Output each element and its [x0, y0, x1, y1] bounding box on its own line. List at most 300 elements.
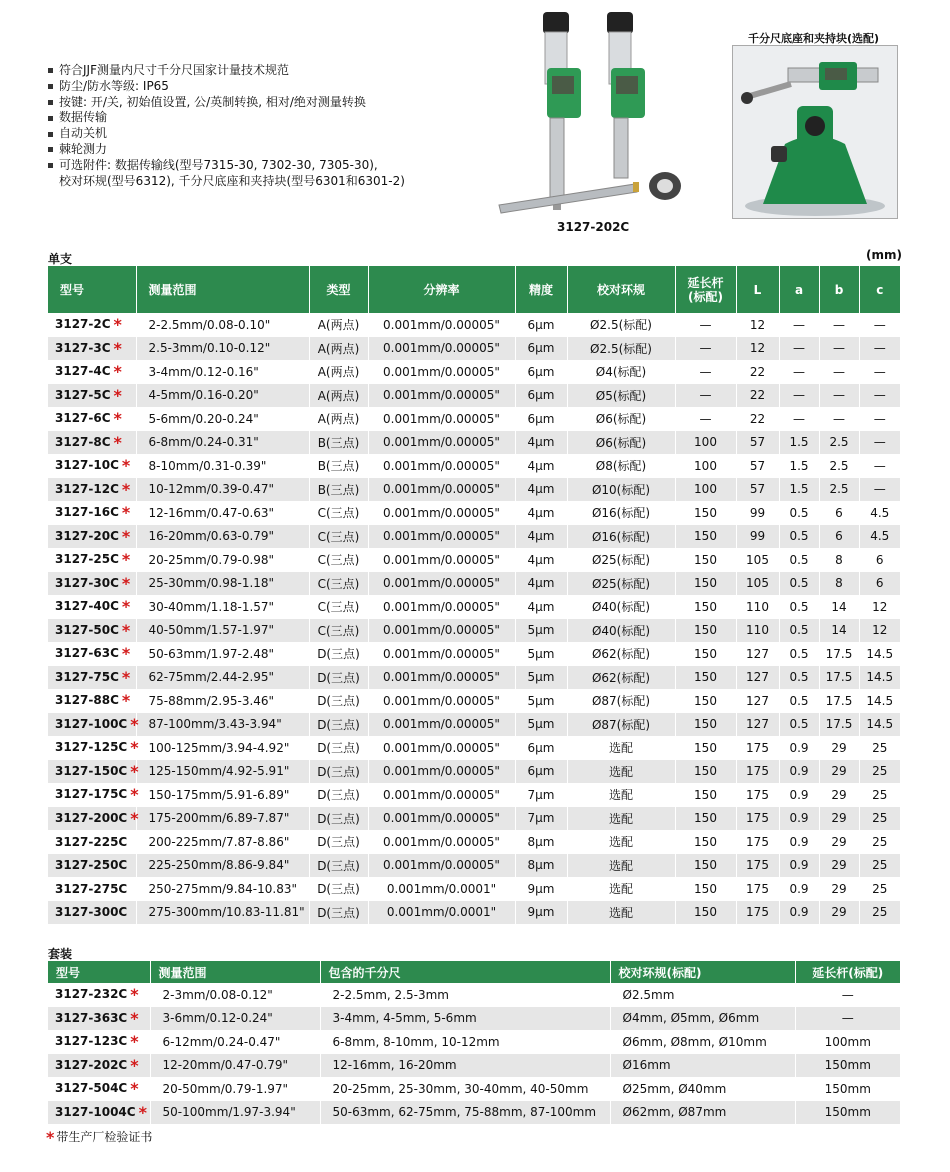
- dim-c-cell: 4.5: [870, 505, 890, 520]
- length-cell: 127: [736, 689, 779, 713]
- star-icon: *: [138, 1102, 147, 1122]
- accuracy-cell: 4μm: [515, 454, 567, 478]
- table-row: [48, 572, 900, 596]
- accuracy-cell: 9μm: [515, 877, 567, 901]
- accuracy-cell: 7μm: [515, 783, 567, 807]
- dim-a-cell: 0.9: [779, 877, 819, 901]
- col-header: 校对环规(标配): [610, 961, 795, 983]
- dim-b-cell: 14: [819, 595, 859, 619]
- type-cell: D(三点): [309, 877, 368, 901]
- dim-c-cell: 25: [872, 740, 888, 755]
- extension-rod-cell: 150mm: [824, 1081, 871, 1096]
- range-cell: 6-12mm/0.24-0.47": [150, 1030, 320, 1054]
- length-cell: 175: [736, 807, 779, 831]
- range-cell: 250-275mm/9.84-10.83": [136, 877, 309, 901]
- resolution-cell: 0.001mm/0.00005": [368, 736, 515, 760]
- extension-rod-cell: 150mm: [795, 1101, 900, 1125]
- dim-b-cell: 14: [819, 619, 859, 643]
- dim-b-cell: 29: [819, 854, 859, 878]
- model-number: 3127-3C: [55, 340, 111, 355]
- range-cell: 225-250mm/8.86-9.84": [136, 854, 309, 878]
- setting-ring-cell: Ø40(标配): [567, 619, 675, 643]
- dim-b-cell: —: [819, 407, 859, 431]
- model-number: 3127-2C: [55, 317, 111, 332]
- type-cell: D(三点): [309, 807, 368, 831]
- model-number: 3127-225C: [55, 834, 128, 849]
- single-section-title: 单支: [48, 252, 73, 266]
- feature-item: 数据传输: [48, 110, 405, 126]
- dim-b-cell: 8: [819, 572, 859, 596]
- table-row: [48, 1030, 900, 1054]
- range-cell: 87-100mm/3.43-3.94": [136, 713, 309, 737]
- dim-c-cell: 6: [859, 572, 900, 596]
- length-cell: 175: [736, 854, 779, 878]
- extension-rod-cell: 150: [675, 666, 736, 690]
- accuracy-cell: 4μm: [515, 572, 567, 596]
- type-cell: D(三点): [309, 642, 368, 666]
- setting-ring-cell: Ø6mm, Ø8mm, Ø10mm: [610, 1030, 795, 1054]
- model-number: 3127-250C: [55, 858, 128, 873]
- star-icon: *: [130, 1008, 139, 1028]
- accuracy-cell: 8μm: [515, 830, 567, 854]
- model-cell: [48, 807, 139, 831]
- star-icon: *: [130, 714, 139, 734]
- dim-c-cell: 25: [872, 834, 888, 849]
- accuracy-cell: 5μm: [515, 666, 567, 690]
- model-number: 3127-5C: [55, 387, 111, 402]
- extension-rod-cell: —: [841, 987, 854, 1002]
- type-cell: B(三点): [309, 431, 368, 455]
- length-cell: 57: [736, 478, 779, 502]
- type-cell: D(三点): [309, 854, 368, 878]
- table-row: [48, 454, 900, 478]
- table-row: [48, 689, 900, 713]
- bullet-icon: [48, 132, 53, 137]
- dim-a-cell: 0.9: [779, 901, 819, 925]
- table-row: [48, 830, 900, 854]
- model-cell: [48, 736, 139, 760]
- resolution-cell: 0.001mm/0.00005": [368, 642, 515, 666]
- star-icon: *: [113, 385, 122, 405]
- star-icon: *: [121, 597, 131, 617]
- dim-b-cell: 17.5: [819, 642, 859, 666]
- model-number: 3127-88C: [55, 693, 119, 708]
- accuracy-cell: 4μm: [515, 548, 567, 572]
- extension-rod-cell: 150: [675, 548, 736, 572]
- model-cell: [48, 337, 136, 361]
- model-number: 3127-275C: [55, 881, 128, 896]
- dim-b-cell: —: [819, 360, 859, 384]
- type-cell: D(三点): [309, 901, 368, 925]
- model-cell: [48, 478, 136, 502]
- range-cell: 75-88mm/2.95-3.46": [136, 689, 309, 713]
- type-cell: D(三点): [309, 666, 368, 690]
- model-cell: [48, 1007, 150, 1031]
- dim-b-cell: 29: [819, 901, 859, 925]
- range-cell: 175-200mm/6.89-7.87": [136, 807, 309, 831]
- star-icon: *: [130, 985, 139, 1005]
- table-row: [48, 983, 900, 1007]
- table-row: [48, 501, 900, 525]
- model-number: 3127-30C: [55, 575, 119, 590]
- dim-a-cell: 0.5: [779, 501, 819, 525]
- extension-rod-cell: 100: [675, 478, 736, 502]
- col-header: 测量范围: [136, 266, 309, 313]
- accuracy-cell: 5μm: [515, 689, 567, 713]
- table-row: [48, 1101, 900, 1125]
- range-cell: 5-6mm/0.20-0.24": [136, 407, 309, 431]
- range-cell: 200-225mm/7.87-8.86": [136, 830, 309, 854]
- table-header-row: [48, 266, 900, 313]
- dim-a-cell: 0.9: [779, 783, 819, 807]
- accuracy-cell: 6μm: [515, 736, 567, 760]
- setting-ring: [649, 172, 681, 200]
- model-cell: [48, 642, 136, 666]
- extension-rod-cell: 150: [675, 619, 736, 643]
- table-row: [48, 901, 900, 925]
- col-header: 包含的千分尺: [320, 961, 610, 983]
- range-cell: 12-16mm/0.47-0.63": [136, 501, 309, 525]
- setting-ring-cell: Ø6(标配): [567, 431, 675, 455]
- type-cell: B(三点): [309, 478, 368, 502]
- extension-rod-cell: —: [795, 1007, 900, 1031]
- resolution-cell: 0.001mm/0.00005": [368, 760, 515, 784]
- resolution-cell: 0.001mm/0.00005": [368, 501, 515, 525]
- model-cell: [48, 877, 136, 901]
- model-cell: [48, 689, 136, 713]
- resolution-cell: 0.001mm/0.00005": [368, 360, 515, 384]
- table-row: [48, 807, 900, 831]
- model-cell: [48, 548, 136, 572]
- setting-ring-cell: Ø4mm, Ø5mm, Ø6mm: [610, 1007, 795, 1031]
- dim-b-cell: 8: [819, 548, 859, 572]
- dim-a-cell: 1.5: [779, 454, 819, 478]
- dim-a-cell: —: [779, 337, 819, 361]
- dim-a-cell: 0.5: [779, 595, 819, 619]
- unit-label: (mm): [866, 248, 902, 262]
- length-cell: 175: [736, 783, 779, 807]
- length-cell: 22: [736, 407, 779, 431]
- range-cell: 275-300mm/10.83-11.81": [136, 901, 309, 925]
- dim-b-cell: 17.5: [819, 713, 859, 737]
- extension-rod-cell: 150: [675, 642, 736, 666]
- micrometer-left: [543, 12, 581, 210]
- dim-b-cell: 6: [819, 501, 859, 525]
- star-icon: *: [121, 550, 131, 570]
- star-icon: *: [46, 1128, 55, 1147]
- col-header: 校对环规: [567, 266, 675, 313]
- accuracy-cell: 5μm: [515, 619, 567, 643]
- accuracy-cell: 6μm: [515, 360, 567, 384]
- range-cell: 50-63mm/1.97-2.48": [136, 642, 309, 666]
- extension-rod-cell: 100: [675, 431, 736, 455]
- range-cell: 50-100mm/1.97-3.94": [150, 1101, 320, 1125]
- dim-c-cell: 14.5: [866, 646, 894, 661]
- resolution-cell: 0.001mm/0.0001": [368, 901, 515, 925]
- resolution-cell: 0.001mm/0.0001": [368, 877, 515, 901]
- extension-rod-cell: 150: [675, 760, 736, 784]
- dim-b-cell: —: [819, 337, 859, 361]
- col-header: 测量范围: [150, 961, 320, 983]
- extension-rod: [499, 182, 639, 213]
- model-number: 3127-123C: [55, 1034, 128, 1049]
- model-cell: [48, 1030, 150, 1054]
- setting-ring-cell: Ø25mm, Ø40mm: [610, 1077, 795, 1101]
- dim-a-cell: 0.5: [779, 525, 819, 549]
- footnote: [46, 1128, 152, 1147]
- accuracy-cell: 6μm: [515, 337, 567, 361]
- setting-ring-cell: Ø5(标配): [567, 384, 675, 408]
- col-header: c: [859, 266, 900, 313]
- dim-c-cell: 12: [872, 599, 888, 614]
- setting-ring-cell: Ø25(标配): [567, 548, 675, 572]
- resolution-cell: 0.001mm/0.00005": [368, 854, 515, 878]
- length-cell: 175: [736, 830, 779, 854]
- dim-b-cell: —: [819, 313, 859, 337]
- dim-a-cell: 0.9: [779, 736, 819, 760]
- included-micrometers-cell: 2-2.5mm, 2.5-3mm: [320, 983, 610, 1007]
- dim-c-cell: —: [859, 337, 900, 361]
- dim-c-cell: —: [873, 317, 886, 332]
- dim-c-cell: 25: [859, 760, 900, 784]
- single-spec-table: [48, 266, 900, 924]
- resolution-cell: 0.001mm/0.00005": [368, 525, 515, 549]
- extension-rod-cell: 150: [675, 713, 736, 737]
- model-cell: [48, 525, 136, 549]
- table-row: [48, 736, 900, 760]
- star-icon: *: [130, 808, 139, 828]
- col-header: 精度: [515, 266, 567, 313]
- resolution-cell: 0.001mm/0.00005": [368, 807, 515, 831]
- dim-a-cell: 0.5: [779, 619, 819, 643]
- feature-item-continued: 校对环规(型号6312), 千分尺底座和夹持块(型号6301和6301-2): [59, 173, 405, 188]
- included-micrometers-cell: 6-8mm, 8-10mm, 10-12mm: [320, 1030, 610, 1054]
- dim-b-cell: 29: [819, 760, 859, 784]
- table-row: [48, 1054, 900, 1078]
- model-cell: [48, 407, 136, 431]
- table-row: [48, 854, 900, 878]
- setting-ring-cell: Ø25(标配): [567, 572, 675, 596]
- bullet-icon: [48, 84, 53, 89]
- model-number: 3127-50C: [55, 622, 119, 637]
- length-cell: 127: [736, 666, 779, 690]
- length-cell: 99: [736, 501, 779, 525]
- model-cell: [48, 983, 150, 1007]
- extension-rod-cell: 150: [675, 525, 736, 549]
- col-header: 延长杆 (标配): [675, 266, 736, 313]
- bullet-icon: [48, 116, 53, 121]
- dim-c-cell: —: [873, 411, 886, 426]
- type-cell: D(三点): [309, 783, 368, 807]
- model-number: 3127-75C: [55, 669, 119, 684]
- accuracy-cell: 6μm: [515, 384, 567, 408]
- type-cell: A(两点): [309, 337, 368, 361]
- setting-ring-cell: Ø40(标配): [567, 595, 675, 619]
- setting-ring-cell: 选配: [567, 760, 675, 784]
- table-row: [48, 525, 900, 549]
- dim-c-cell: —: [873, 458, 886, 473]
- star-icon: *: [130, 785, 139, 805]
- star-icon: *: [130, 1055, 139, 1075]
- length-cell: 110: [736, 619, 779, 643]
- model-cell: [48, 360, 136, 384]
- dim-a-cell: —: [779, 407, 819, 431]
- range-cell: 3-4mm/0.12-0.16": [136, 360, 309, 384]
- extension-rod-cell: 150mm: [795, 1054, 900, 1078]
- model-number: 3127-12C: [55, 481, 119, 496]
- model-cell: [48, 384, 136, 408]
- table-row: [48, 713, 900, 737]
- table-row: [48, 760, 900, 784]
- accuracy-cell: 6μm: [515, 760, 567, 784]
- extension-rod-cell: 150: [675, 901, 736, 925]
- dim-a-cell: 0.5: [779, 689, 819, 713]
- setting-ring-cell: Ø62(标配): [567, 666, 675, 690]
- model-cell: [48, 313, 136, 337]
- model-number: 3127-8C: [55, 434, 111, 449]
- length-cell: 57: [736, 431, 779, 455]
- dim-a-cell: 0.9: [779, 807, 819, 831]
- setting-ring-cell: 选配: [567, 736, 675, 760]
- model-number: 3127-20C: [55, 528, 119, 543]
- type-cell: D(三点): [309, 713, 368, 737]
- micrometer-product-image: [495, 8, 695, 218]
- set-spec-table: [48, 961, 900, 1124]
- dim-c-cell: 6: [875, 552, 884, 567]
- length-cell: 105: [736, 572, 779, 596]
- range-cell: 2-3mm/0.08-0.12": [150, 983, 320, 1007]
- type-cell: A(两点): [309, 407, 368, 431]
- model-number: 3127-10C: [55, 458, 119, 473]
- star-icon: *: [113, 362, 122, 382]
- model-cell: [48, 1101, 150, 1125]
- accuracy-cell: 4μm: [515, 525, 567, 549]
- range-cell: 2.5-3mm/0.10-0.12": [136, 337, 309, 361]
- table-row: [48, 1007, 900, 1031]
- star-icon: *: [121, 479, 131, 499]
- table-row: [48, 666, 900, 690]
- range-cell: 2-2.5mm/0.08-0.10": [136, 313, 309, 337]
- type-cell: C(三点): [309, 525, 368, 549]
- included-micrometers-cell: 12-16mm, 16-20mm: [320, 1054, 610, 1078]
- type-cell: D(三点): [309, 689, 368, 713]
- length-cell: 12: [736, 313, 779, 337]
- model-cell: [48, 572, 136, 596]
- type-cell: C(三点): [309, 572, 368, 596]
- col-header: 延长杆(标配): [795, 961, 900, 983]
- feature-item: 可选附件: 数据传输线(型号7315-30, 7302-30, 7305-30),: [48, 158, 405, 174]
- star-icon: *: [121, 503, 131, 523]
- dim-a-cell: 1.5: [779, 478, 819, 502]
- star-icon: *: [121, 691, 131, 711]
- extension-rod-cell: 100: [675, 454, 736, 478]
- star-icon: *: [121, 526, 131, 546]
- range-cell: 6-8mm/0.24-0.31": [136, 431, 309, 455]
- length-cell: 57: [736, 454, 779, 478]
- dim-c-cell: —: [859, 478, 900, 502]
- star-icon: *: [121, 667, 131, 687]
- table-row: [48, 595, 900, 619]
- model-cell: [48, 713, 139, 737]
- length-cell: 105: [736, 548, 779, 572]
- range-cell: 8-10mm/0.31-0.39": [136, 454, 309, 478]
- dim-a-cell: 0.5: [779, 666, 819, 690]
- model-number: 3127-175C: [55, 787, 128, 802]
- col-header: 型号: [48, 266, 136, 313]
- length-cell: 175: [736, 760, 779, 784]
- resolution-cell: 0.001mm/0.00005": [368, 431, 515, 455]
- range-cell: 3-6mm/0.12-0.24": [150, 1007, 320, 1031]
- table-row: [48, 313, 900, 337]
- dim-b-cell: 29: [819, 736, 859, 760]
- star-icon: *: [130, 1079, 139, 1099]
- table-row: [48, 478, 900, 502]
- model-cell: [48, 431, 136, 455]
- range-cell: 125-150mm/4.92-5.91": [136, 760, 309, 784]
- dim-c-cell: 25: [859, 854, 900, 878]
- model-number: 3127-4C: [55, 364, 111, 379]
- type-cell: D(三点): [309, 830, 368, 854]
- setting-ring-cell: 选配: [567, 783, 675, 807]
- dim-b-cell: 17.5: [819, 666, 859, 690]
- dim-c-cell: —: [873, 364, 886, 379]
- model-cell: [48, 901, 136, 925]
- resolution-cell: 0.001mm/0.00005": [368, 454, 515, 478]
- model-number: 3127-150C: [55, 763, 128, 778]
- accuracy-cell: 4μm: [515, 595, 567, 619]
- col-header: 分辨率: [368, 266, 515, 313]
- micrometer-right: [607, 12, 645, 178]
- range-cell: 150-175mm/5.91-6.89": [136, 783, 309, 807]
- range-cell: 4-5mm/0.16-0.20": [136, 384, 309, 408]
- accuracy-cell: 4μm: [515, 431, 567, 455]
- resolution-cell: 0.001mm/0.00005": [368, 783, 515, 807]
- table-row: [48, 783, 900, 807]
- dim-b-cell: 6: [819, 525, 859, 549]
- dim-c-cell: 25: [872, 787, 888, 802]
- setting-ring-cell: 选配: [567, 854, 675, 878]
- extension-rod-cell: 150: [675, 736, 736, 760]
- setting-ring-cell: 选配: [567, 830, 675, 854]
- dim-b-cell: 2.5: [819, 431, 859, 455]
- type-cell: A(两点): [309, 360, 368, 384]
- setting-ring-cell: Ø16(标配): [567, 525, 675, 549]
- resolution-cell: 0.001mm/0.00005": [368, 478, 515, 502]
- dim-a-cell: 1.5: [779, 431, 819, 455]
- extension-rod-cell: 150: [675, 830, 736, 854]
- dim-a-cell: 0.9: [779, 760, 819, 784]
- length-cell: 175: [736, 877, 779, 901]
- included-micrometers-cell: 20-25mm, 25-30mm, 30-40mm, 40-50mm: [320, 1077, 610, 1101]
- dim-a-cell: —: [779, 360, 819, 384]
- extension-rod-cell: 150: [675, 595, 736, 619]
- length-cell: 22: [736, 384, 779, 408]
- setting-ring-cell: Ø2.5mm: [610, 983, 795, 1007]
- extension-rod-cell: 150: [675, 689, 736, 713]
- length-cell: 127: [736, 642, 779, 666]
- footnote-text: 带生产厂检验证书: [56, 1130, 153, 1144]
- model-cell: [48, 1054, 150, 1078]
- resolution-cell: 0.001mm/0.00005": [368, 689, 515, 713]
- resolution-cell: 0.001mm/0.00005": [368, 572, 515, 596]
- model-cell: [48, 830, 136, 854]
- included-micrometers-cell: 50-63mm, 62-75mm, 75-88mm, 87-100mm: [320, 1101, 610, 1125]
- table-row: [48, 337, 900, 361]
- model-cell: [48, 854, 136, 878]
- accuracy-cell: 8μm: [515, 854, 567, 878]
- star-icon: *: [113, 338, 122, 358]
- star-icon: *: [121, 456, 131, 476]
